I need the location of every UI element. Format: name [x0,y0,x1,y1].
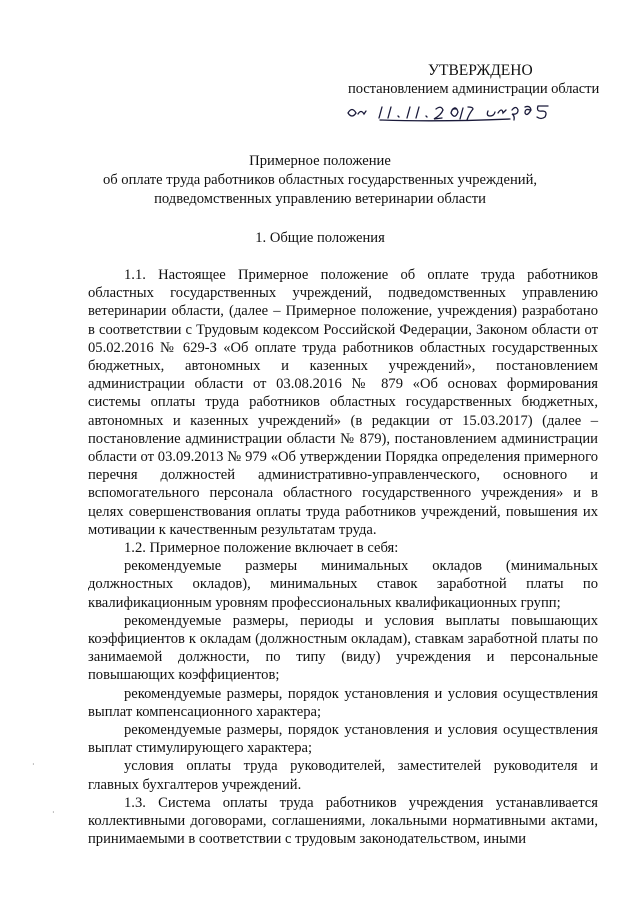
section-title: 1. Общие положения [255,230,385,246]
list-item: условия оплаты труда руководителей, заместителей руководителя и главных бухгалтеров учреждений. [88,758,598,793]
list-item: рекомендуемые размеры минимальных окладов (минимальных должностных окладов), минимальных ставок заработной платы по квалификационным уровням профессиональных квалификационных групп; [88,558,598,611]
approval-title: УТВЕРЖДЕНО [428,62,533,79]
document-body [88,266,598,849]
handwritten-signature-date [340,98,590,122]
paragraph-1-2: 1.2. Примерное положение включает в себя: [124,540,399,557]
heading-line: Примерное положение [249,153,391,169]
list-item: рекомендуемые размеры, порядок установления и условия осуществления выплат компенсационного характера; [88,685,598,720]
approval-subtitle: постановлением администрации области [348,81,600,97]
paragraph-1-3: 1.3. Система оплаты труда работников учреждения устанавливается коллективными договорами, соглашениями, локальными нормативными актами, принимаемыми в соответствии с трудовым законодательством, иными [88,794,598,848]
document-heading [0,152,640,209]
margin-mark: · [52,808,55,817]
list-item: рекомендуемые размеры, периоды и условия выплаты повышающих коэффициентов к окладам (должностным окладам), ставкам заработной платы по занимаемой должности, по типу (виду) учреждения и персональные повышающих коэффициентов; [88,612,598,684]
paragraph-1-1: 1.1. Настоящее Примерное положение об оплате труда работников областных государственных учреждений, подведомственных управлению ветеринарии области, (далее – Примерное положение, учреждения) разработано в соответствии с Трудовым кодексом Российской Федерации, Законом области от 05.02.2016 № 629-З «Об оплате труда работников областных государственных бюджетных, автономных и казенных учреждений», постановлением администрации области от 03.08.2016 № 879 «Об основах формирования системы оплаты труда работников областных государственных бюджетных, автономных и казенных учреждений» (в редакции от 15.03.2017) (далее – постановление администрации области № 879), постановлением администрации области от 03.09.2013 № 979 «Об утверждении Порядка определения примерного перечня должностей административно-управленческого, основного и вспомогательного персонала областного государственного учреждения» и в целях совершенствования оплаты труда работников учреждений, повышения их мотивации к качественным результатам труда. [88,267,598,538]
list-item: рекомендуемые размеры, порядок установления и условия осуществления выплат стимулирующего характера; [88,722,598,757]
margin-mark: · [32,760,35,769]
heading-line: подведомственных управлению ветеринарии области [154,191,486,207]
heading-line: об оплате труда работников областных государственных учреждений, [102,172,538,188]
